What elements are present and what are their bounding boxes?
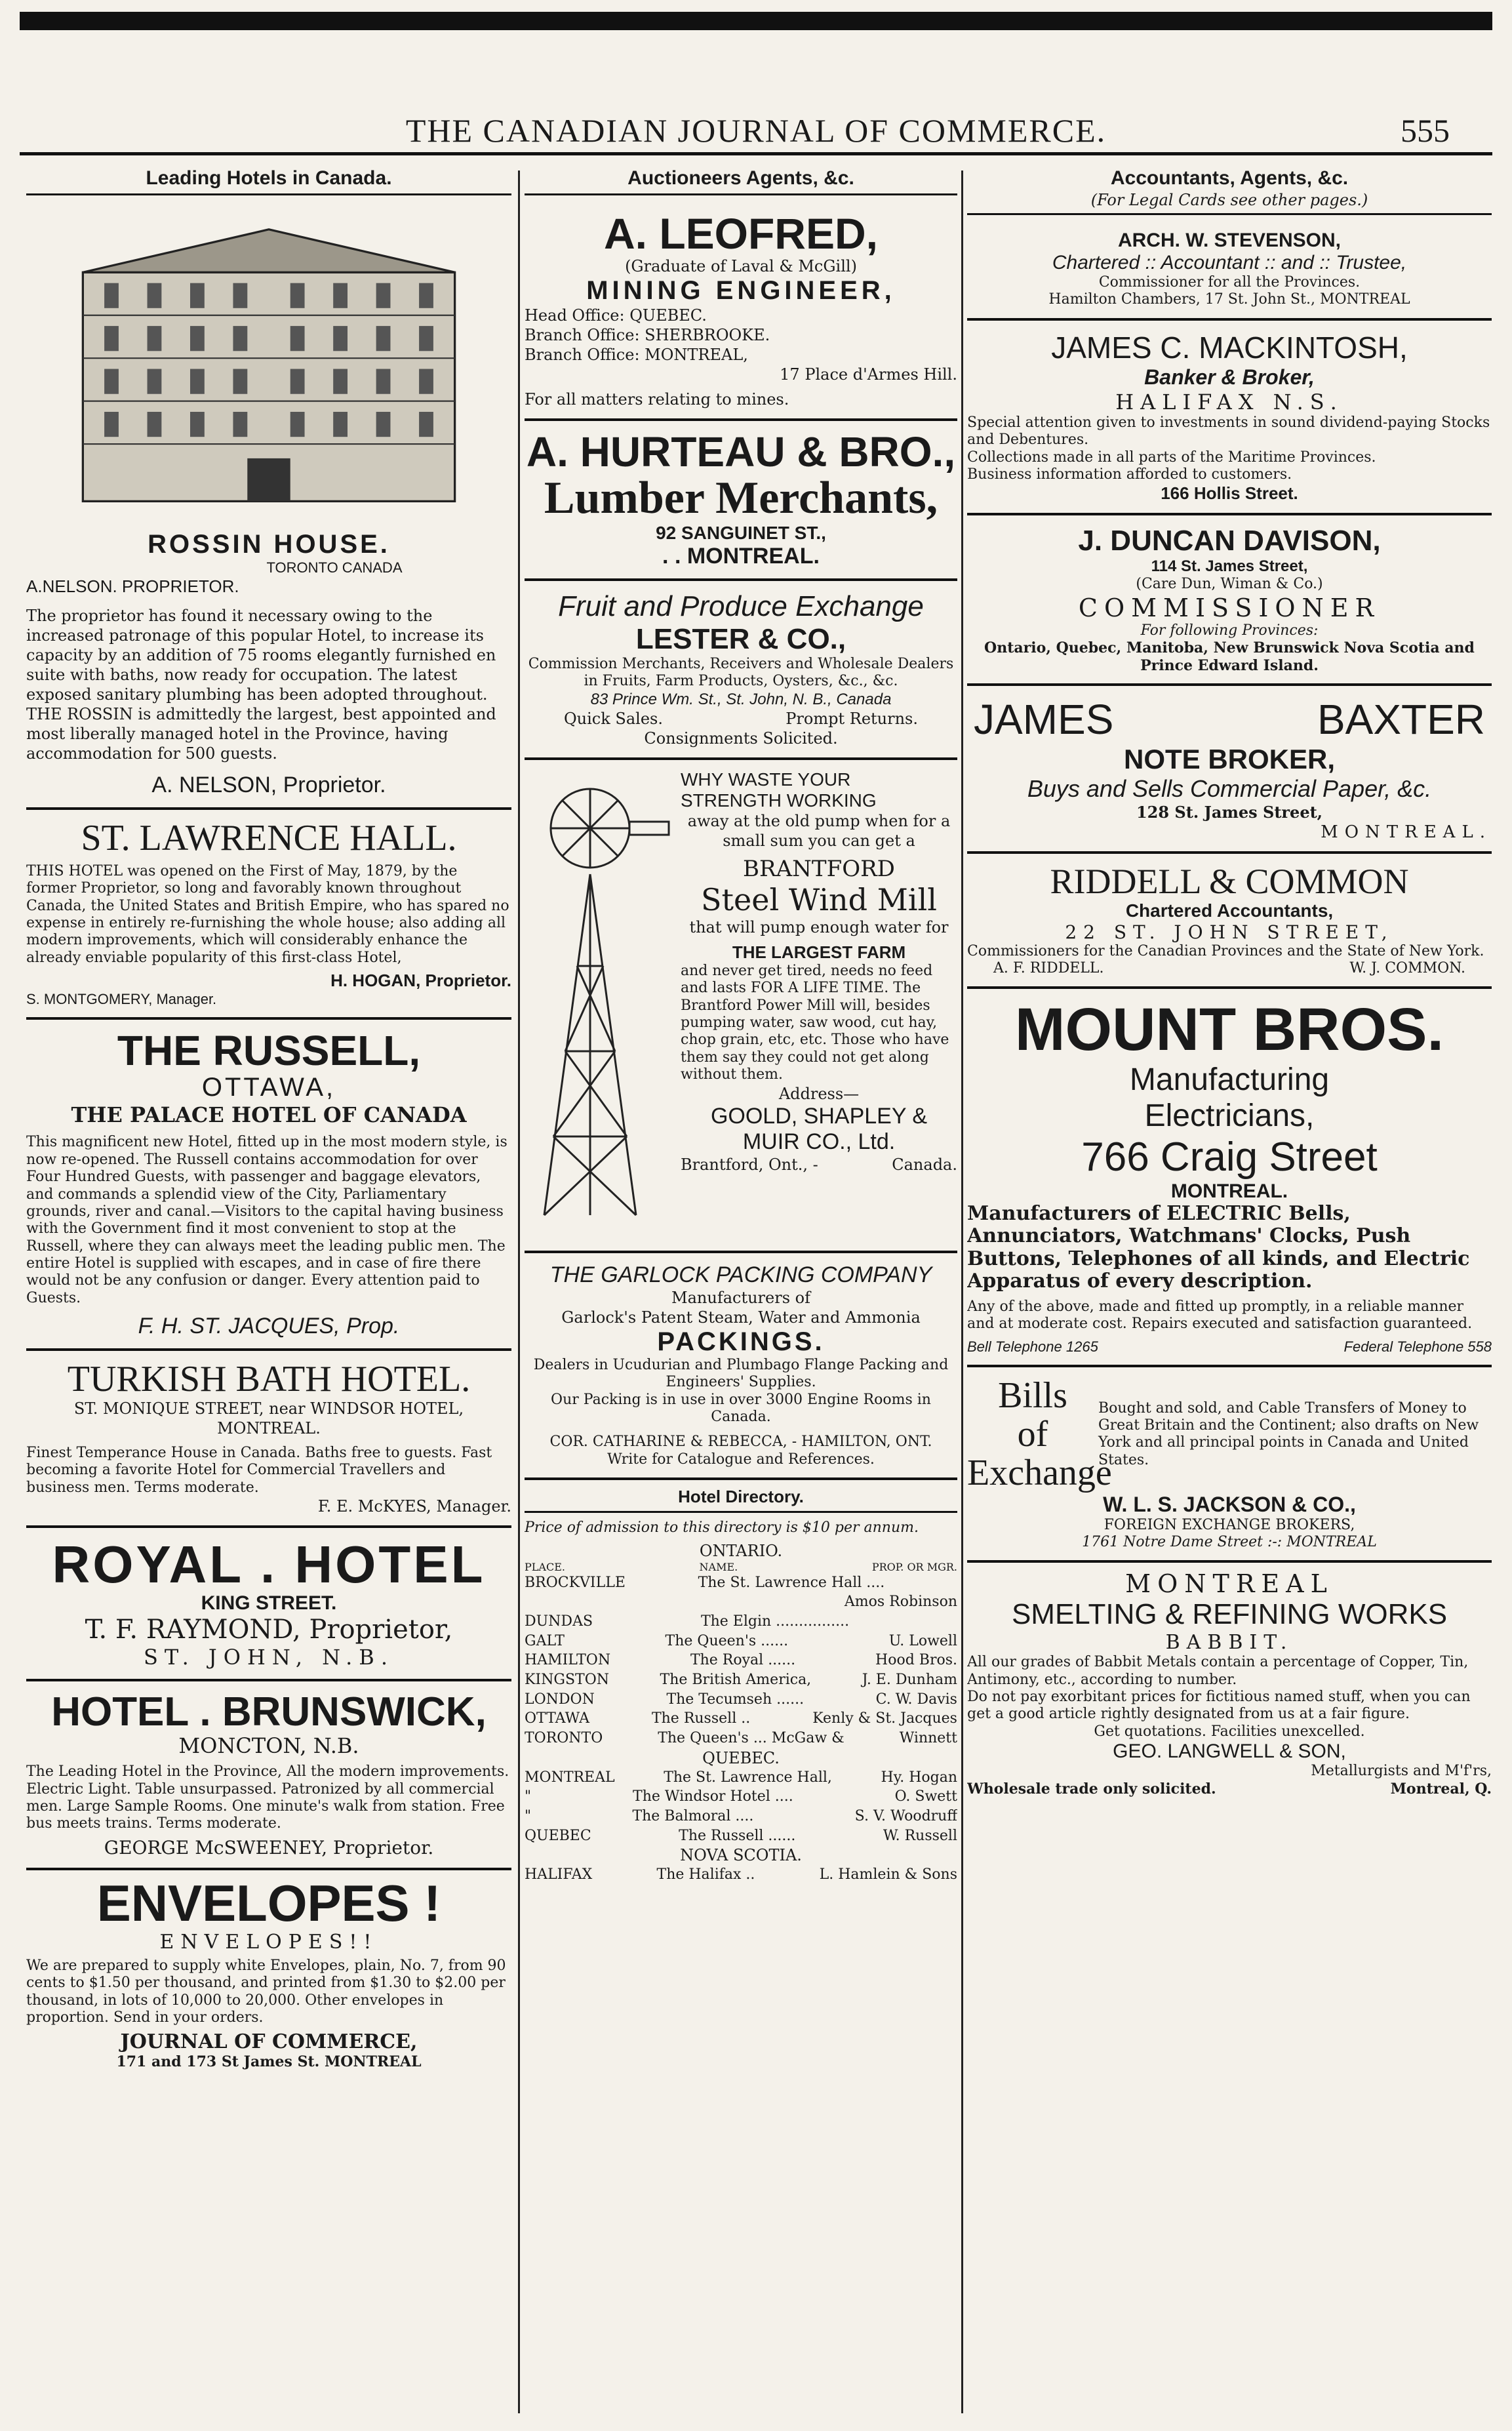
stevenson-address: Hamilton Chambers, 17 St. John St., MONTREAL	[1048, 291, 1410, 308]
garlock-usage: Our Packing is in use in over 3000 Engine Rooms in Canada.	[551, 1391, 931, 1425]
directory-prop: Winnett	[899, 1730, 957, 1746]
directory-name: The Halifax ..	[656, 1866, 755, 1883]
mount-name: MOUNT BROS.	[1014, 996, 1444, 1064]
ad-st-lawrence-hall	[26, 810, 511, 1020]
brunswick-proprietor: GEORGE McSWEENEY, Proprietor.	[104, 1836, 434, 1858]
windmill-location-row	[681, 1155, 957, 1175]
building-illustration	[46, 215, 492, 530]
leofred-profession: MINING ENGINEER,	[586, 276, 896, 306]
ad-bills-of-exchange	[967, 1367, 1492, 1563]
mount-bell: Bell Telephone 1265	[967, 1338, 1098, 1355]
mackintosh-body-1: Special attention given to investments in sound dividend-paying Stocks and Debentures.	[967, 414, 1490, 449]
riddell-address: 22 ST. JOHN STREET,	[1065, 921, 1394, 943]
page-number: 555	[1401, 112, 1450, 149]
garlock-products: Garlock's Patent Steam, Water and Ammonia	[561, 1308, 921, 1327]
davison-title: COMMISSIONER	[1078, 593, 1381, 622]
windmill-country: Canada.	[892, 1155, 957, 1174]
section-head: Auctioneers Agents, &c.	[525, 167, 957, 195]
davison-for: For following Provinces:	[1140, 622, 1319, 639]
garlock-address: COR. CATHARINE & REBECCA, - HAMILTON, ONT.	[549, 1434, 932, 1451]
section-note: (For Legal Cards see other pages.)	[967, 191, 1492, 215]
ad-turkish-bath-hotel	[26, 1351, 511, 1528]
bills-sub: FOREIGN EXCHANGE BROKERS,	[1104, 1516, 1355, 1533]
directory-name: The Tecumseh ......	[666, 1691, 805, 1708]
directory-prop: W. Russell	[883, 1827, 957, 1844]
directory-row	[525, 1632, 957, 1651]
col-place: PLACE.	[525, 1560, 565, 1573]
riddell-partners	[967, 960, 1492, 977]
brunswick-city: MONCTON, N.B.	[178, 1733, 359, 1759]
bills-title-1: Bills	[998, 1375, 1067, 1416]
directory-prop: Hy. Hogan	[881, 1769, 957, 1786]
smelting-body-2: Do not pay exorbitant prices for fictitious named stuff, when you can get a good article rightly designated from us at a fair figure.	[967, 1689, 1471, 1723]
directory-prop: O. Swett	[894, 1788, 957, 1805]
hurteau-name: A. HURTEAU & BRO.,	[526, 428, 956, 476]
directory-quebec: QUEBEC.	[702, 1748, 780, 1767]
garlock-manufacturers: Manufacturers of	[671, 1288, 810, 1307]
ad-royal-hotel	[26, 1528, 511, 1681]
garlock-dealers: Dealers in Ucudurian and Plumbago Flange Packing and Engineers' Supplies.	[533, 1356, 949, 1391]
directory-place: BROCKVILLE	[525, 1574, 626, 1591]
riddell-partner-2: W. J. COMMON.	[1349, 959, 1465, 976]
stevenson-titles: Chartered :: Accountant :: and :: Trustee,	[1052, 252, 1407, 273]
directory-place: QUEBEC	[525, 1827, 591, 1844]
rossin-body: The proprietor has found it necessary owing to the increased patronage of this popular Hotel, to increase its capacity by an addition of 75 rooms elegantly furnished en suite with baths, now ready for occupation. The latest exposed sanitary plumbing has been adopted throughout. THE ROSSIN is admittedly the largest, best appointed and most liberally managed hotel in the Province, having accommodation for 500 guests.	[26, 607, 496, 763]
baxter-title: NOTE BROKER,	[1123, 743, 1335, 774]
smelting-city: MONTREAL	[1125, 1569, 1334, 1599]
envelopes-address: 171 and 173 St James St. MONTREAL	[116, 2053, 422, 2071]
column-accountants	[967, 167, 1492, 2417]
envelopes-publisher: JOURNAL OF COMMERCE,	[120, 2030, 418, 2054]
baxter-tagline: Buys and Sells Commercial Paper, &c.	[1027, 774, 1432, 802]
mackintosh-name: JAMES C. MACKINTOSH,	[1051, 330, 1408, 365]
directory-row	[525, 1709, 957, 1729]
ad-hotel-brunswick	[26, 1681, 511, 1870]
mount-federal: Federal Telephone 558	[1343, 1338, 1492, 1355]
directory-row	[525, 1670, 957, 1690]
riddell-title: Chartered Accountants,	[1125, 900, 1334, 921]
st-lawrence-manager: S. MONTGOMERY, Manager.	[26, 991, 217, 1008]
russell-title: THE RUSSELL,	[117, 1027, 421, 1075]
directory-name: The Queen's ... McGaw &	[658, 1730, 845, 1746]
directory-name: The Russell ..	[651, 1710, 751, 1727]
baxter-name	[967, 695, 1492, 744]
directory-row	[525, 1787, 957, 1807]
directory-row	[525, 1826, 957, 1846]
quebec-rows	[525, 1768, 957, 1846]
russell-tagline: THE PALACE HOTEL OF CANADA	[71, 1102, 467, 1128]
windmill-icon	[525, 769, 675, 1241]
fruit-notes	[525, 709, 957, 729]
fruit-body: Commission Merchants, Receivers and Wholesale Dealers in Fruits, Farm Products, Oysters, &c., &c.	[528, 655, 954, 690]
directory-row	[525, 1768, 957, 1788]
rossin-caption: ROSSIN HOUSE.	[148, 530, 390, 559]
bills-title	[967, 1375, 1112, 1493]
fruit-prompt-returns: Prompt Returns.	[786, 709, 918, 728]
garlock-title: THE GARLOCK PACKING COMPANY	[549, 1262, 932, 1287]
directory-prop: J. E. Dunham	[862, 1671, 957, 1688]
directory-row	[525, 1612, 957, 1632]
royal-street: KING STREET.	[201, 1592, 337, 1615]
directory-name: The Russell ......	[679, 1827, 796, 1844]
leofred-footer: For all matters relating to mines.	[525, 390, 789, 409]
ad-smelting	[967, 1563, 1492, 1798]
directory-place: "	[525, 1788, 532, 1805]
riddell-partner-1: A. F. RIDDELL.	[993, 959, 1104, 976]
riddell-name: RIDDELL & COMMON	[1050, 861, 1409, 901]
directory-place: HALIFAX	[525, 1866, 593, 1883]
directory-place: KINGSTON	[525, 1671, 609, 1688]
mount-line-1: Manufacturing	[1129, 1062, 1330, 1097]
garlock-packings: PACKINGS.	[657, 1327, 825, 1356]
section-head: Leading Hotels in Canada.	[26, 167, 511, 195]
directory-columns	[525, 1561, 957, 1573]
windmill-text	[675, 769, 957, 1241]
st-lawrence-body: THIS HOTEL was opened on the First of May, 1879, by the former Proprietor, so long and favorably known throughout Canada, the United States and British Empire, who has spared no expense in entirely re-furnishing the whole house; also adding all modern improvements, which will considerably enhance the already enviable popularity of this first-class Hotel,	[26, 862, 509, 966]
directory-prop: S. V. Woodruff	[854, 1808, 957, 1825]
ad-mount-bros	[967, 989, 1492, 1367]
fruit-consign: Consignments Solicited.	[644, 729, 838, 748]
ad-windmill	[525, 760, 957, 1253]
col-name: NAME.	[699, 1560, 738, 1573]
davison-address: 114 St. James Street,	[1151, 557, 1308, 576]
windmill-headline-1: WHY WASTE YOUR	[681, 769, 851, 790]
mackintosh-profession: Banker & Broker,	[1144, 365, 1315, 389]
ad-envelopes	[26, 1870, 511, 2071]
royal-city: ST. JOHN, N.B.	[144, 1645, 394, 1670]
directory-name: The British America,	[660, 1671, 812, 1688]
ad-lester	[525, 581, 957, 760]
windmill-location: Brantford, Ont., -	[681, 1155, 818, 1174]
directory-name: The St. Lawrence Hall,	[664, 1769, 832, 1786]
bills-row	[967, 1376, 1492, 1492]
mackintosh-body-3: Business information afforded to customers.	[967, 466, 1292, 483]
directory-name: The Balmoral ....	[632, 1808, 754, 1825]
hurteau-trade: Lumber Merchants,	[544, 473, 938, 524]
rossin-location: TORONTO CANADA	[266, 559, 403, 576]
leofred-branch-1: Branch Office: SHERBROOKE.	[525, 326, 770, 345]
directory-place: TORONTO	[525, 1730, 603, 1746]
mackintosh-city: HALIFAX N.S.	[1115, 389, 1343, 414]
envelopes-subtitle: ENVELOPES!!	[159, 1930, 378, 1954]
mount-city: MONTREAL.	[1170, 1180, 1288, 1202]
ad-hurteau	[525, 421, 957, 581]
column-hotels	[26, 167, 511, 2417]
davison-care: (Care Dun, Wiman & Co.)	[1136, 576, 1323, 593]
directory-price: Price of admission to this directory is $10 per annum.	[525, 1519, 919, 1537]
directory-place: "	[525, 1808, 532, 1825]
rossin-proprietor-line: A.NELSON. PROPRIETOR.	[26, 576, 239, 596]
envelopes-body: We are prepared to supply white Envelopes, plain, No. 7, from 90 cents to $1.50 per thousand, and printed from $1.30 to $2.00 per thousand, in lots of 10,000 to 20,000. Other envelopes in proportion. Send in your orders.	[26, 1957, 506, 2026]
stevenson-commissioner: Commissioner for all the Provinces.	[1098, 274, 1361, 291]
column-auctioneers	[525, 167, 957, 2417]
directory-name: The St. Lawrence Hall ....	[698, 1574, 885, 1591]
nova-scotia-rows	[525, 1865, 957, 1885]
royal-title: ROYAL . HOTEL	[52, 1535, 486, 1594]
stevenson-name: ARCH. W. STEVENSON,	[1117, 230, 1342, 251]
directory-name: The Elgin ................	[700, 1613, 850, 1630]
fruit-quick-sales: Quick Sales.	[564, 709, 663, 728]
bills-title-3: Exchange	[967, 1452, 1112, 1493]
ad-riddell	[967, 854, 1492, 989]
directory-prop: C. W. Davis	[875, 1691, 957, 1708]
directory-place: LONDON	[525, 1691, 595, 1708]
ad-mackintosh	[967, 321, 1492, 516]
leofred-branch-2-address: 17 Place d'Armes Hill.	[780, 365, 957, 384]
col-prop: PROP. OR MGR.	[871, 1560, 957, 1573]
directory-row	[525, 1651, 957, 1670]
ad-rossin-house	[26, 202, 511, 810]
directory-ontario: ONTARIO.	[699, 1541, 783, 1560]
baxter-last-name: BAXTER	[1317, 695, 1485, 743]
smelting-bottom	[967, 1780, 1492, 1798]
russell-signature: F. H. ST. JACQUES, Prop.	[138, 1314, 400, 1339]
rossin-signature: A. NELSON, Proprietor.	[151, 773, 386, 797]
section-head: Accountants, Agents, &c.	[1110, 167, 1349, 189]
st-lawrence-proprietor: H. HOGAN, Proprietor.	[330, 971, 511, 991]
bills-body: Bought and sold, and Cable Transfers of Money to Great Britain and the Continent; also drafts on New York and all principal points in Canada and United States.	[1098, 1399, 1479, 1468]
windmill-box	[525, 769, 957, 1241]
windmill-line-2: that will pump enough water for	[689, 917, 949, 936]
turkish-city: MONTREAL.	[217, 1419, 321, 1438]
fruit-address: 83 Prince Wm. St., St. John, N. B., Canada	[590, 690, 892, 708]
directory-head: Hotel Directory.	[525, 1487, 957, 1513]
directory-row	[525, 1592, 957, 1612]
mount-phones	[967, 1338, 1492, 1356]
windmill-body: and never get tired, needs no feed and lasts FOR A LIFE TIME. The Brantford Power Mill will, besides pumping water, saw wood, cut hay, chop grain, etc, etc. Those who have them say they could not get along without them.	[681, 962, 949, 1083]
windmill-farm: THE LARGEST FARM	[732, 942, 906, 962]
top-border	[20, 12, 1492, 30]
directory-prop: Hood Bros.	[875, 1652, 957, 1669]
bills-address: 1761 Notre Dame Street :-: MONTREAL	[1082, 1533, 1377, 1550]
hurteau-address: 92 SANGUINET ST.,	[656, 522, 826, 543]
directory-prop: L. Hamlein & Sons	[819, 1866, 957, 1883]
smelting-title: SMELTING & REFINING WORKS	[1011, 1598, 1448, 1631]
brunswick-body: The Leading Hotel in the Province, All the modern improvements. Electric Light. Table unsurpassed. Patronized by all commercial men. Large Sample Rooms. One minute's walk from station. Free bus meets trains. Terms moderate.	[26, 1763, 509, 1832]
directory-name: The Royal ......	[690, 1652, 796, 1669]
windmill-product: Steel Wind Mill	[701, 881, 937, 917]
directory-place: MONTREAL	[525, 1769, 615, 1786]
leofred-head-office: Head Office: QUEBEC.	[525, 306, 707, 325]
bills-title-2: of	[1017, 1413, 1048, 1455]
directory-row	[525, 1729, 957, 1748]
directory-row	[525, 1690, 957, 1710]
mount-body: Manufacturers of ELECTRIC Bells, Annunciators, Watchmans' Clocks, Push Buttons, Telephones of all kinds, and Electric Apparatus of every description.	[967, 1201, 1470, 1293]
turkish-title: TURKISH BATH HOTEL.	[67, 1359, 471, 1400]
smelting-quote: Get quotations. Facilities unexcelled.	[1094, 1723, 1365, 1740]
directory-nova-scotia: NOVA SCOTIA.	[680, 1846, 802, 1865]
directory-place: GALT	[525, 1632, 565, 1649]
directory-row	[525, 1865, 957, 1885]
leofred-branch-2: Branch Office: MONTREAL,	[525, 346, 748, 365]
turkish-address: ST. MONIQUE STREET, near WINDSOR HOTEL,	[73, 1399, 464, 1418]
running-title: THE CANADIAN JOURNAL OF COMMERCE.	[405, 112, 1107, 149]
russell-city: OTTAWA,	[201, 1073, 336, 1102]
mackintosh-body-2: Collections made in all parts of the Maritime Provinces.	[967, 449, 1376, 466]
directory-name: The Windsor Hotel ....	[633, 1788, 793, 1805]
riddell-commission: Commissioners for the Canadian Provinces and the State of New York.	[967, 942, 1484, 959]
garlock-write: Write for Catalogue and References.	[607, 1451, 875, 1468]
smelting-babbit: BABBIT.	[1165, 1631, 1294, 1655]
smelting-body: All our grades of Babbit Metals contain a percentage of Copper, Tin, Antimony, etc., according to number.	[967, 1654, 1469, 1688]
directory-row	[525, 1573, 957, 1593]
ad-davison	[967, 515, 1492, 686]
fruit-firm: LESTER & CO.,	[635, 622, 846, 655]
turkish-signature: F. E. McKYES, Manager.	[317, 1497, 511, 1516]
ontario-rows	[525, 1573, 957, 1748]
mackintosh-address: 166 Hollis Street.	[1161, 483, 1298, 504]
rossin-house-engraving	[46, 215, 492, 530]
hotel-directory	[525, 1480, 957, 1885]
leofred-grad: (Graduate of Laval & McGill)	[625, 257, 857, 276]
davison-name: J. DUNCAN DAVISON,	[1078, 525, 1381, 557]
baxter-city: MONTREAL.	[1321, 822, 1492, 842]
directory-place: DUNDAS	[525, 1613, 593, 1630]
mount-line-2: Electricians,	[1144, 1098, 1315, 1133]
smelting-metal: Metallurgists and M'f'rs,	[1311, 1763, 1492, 1780]
mount-body-2: Any of the above, made and fitted up promptly, in a reliable manner and at moderate cost. Repairs executed and satisfaction guaranteed.	[967, 1298, 1473, 1333]
smelting-firm: GEO. LANGWELL & SON,	[1113, 1740, 1346, 1763]
directory-name: The Queen's ......	[665, 1632, 789, 1649]
directory-prop: Kenly & St. Jacques	[812, 1710, 957, 1727]
fruit-title: Fruit and Produce Exchange	[558, 590, 924, 622]
smelting-wholesale: Wholesale trade only solicited.	[967, 1780, 1216, 1798]
page-header	[0, 0, 1512, 164]
royal-proprietor: T. F. RAYMOND, Proprietor,	[85, 1615, 453, 1645]
column-divider-2	[961, 171, 963, 2413]
column-divider-1	[518, 171, 520, 2413]
mount-address: 766 Craig Street	[1081, 1134, 1378, 1180]
bills-firm: W. L. S. JACKSON & CO.,	[1103, 1492, 1356, 1516]
windmill-headline-2: STRENGTH WORKING	[681, 790, 877, 811]
ad-leofred	[525, 202, 957, 421]
smelting-city-2: Montreal, Q.	[1390, 1780, 1492, 1798]
ad-the-russell	[26, 1020, 511, 1351]
directory-place: OTTAWA	[525, 1710, 589, 1727]
hurteau-city: . . MONTREAL.	[662, 543, 820, 569]
windmill-line: away at the old pump when for a small sum you can get a	[687, 811, 951, 850]
windmill-company: GOOLD, SHAPLEY & MUIR CO., Ltd.	[710, 1103, 928, 1154]
baxter-address: 128 St. James Street,	[1136, 802, 1323, 822]
directory-row	[525, 1807, 957, 1826]
st-lawrence-title: ST. LAWRENCE HALL.	[81, 818, 457, 858]
directory-prop: Amos Robinson	[844, 1594, 957, 1611]
ad-stevenson	[967, 220, 1492, 321]
turkish-body: Finest Temperance House in Canada. Baths free to guests. Fast becoming a favorite Hotel for Commercial Travellers and business men. Terms moderate.	[26, 1445, 492, 1496]
leofred-name: A. LEOFRED,	[603, 209, 878, 258]
davison-provinces: Ontario, Quebec, Manitoba, New Brunswick Nova Scotia and Prince Edward Island.	[984, 639, 1475, 674]
header-rule	[20, 152, 1492, 155]
directory-place: HAMILTON	[525, 1652, 611, 1669]
windmill-address-label: Address—	[778, 1084, 860, 1103]
envelopes-title: ENVELOPES !	[96, 1874, 441, 1932]
baxter-first-name: JAMES	[974, 695, 1114, 743]
ad-baxter	[967, 686, 1492, 854]
directory-prop: U. Lowell	[888, 1632, 957, 1649]
windmill-brand: BRANTFORD	[743, 855, 895, 882]
windmill-illustration	[525, 769, 675, 1241]
ad-garlock	[525, 1253, 957, 1480]
brunswick-title: HOTEL . BRUNSWICK,	[51, 1689, 487, 1735]
russell-body: This magnificent new Hotel, fitted up in the most modern style, is now re-opened. The Russell contains accommodation for over Four Hundred Guests, with passenger and baggage elevators, and commands a splendid view of the City, Parliamentary grounds, river and canal.—Visitors to the capital having business with the Government find it most convenient to stop at the Russell, where they can always meet the leading public men. The entire Hotel is supplied with escapes, and in case of fire there would not be any confusion or danger. Every attention paid to Guests.	[26, 1134, 507, 1306]
